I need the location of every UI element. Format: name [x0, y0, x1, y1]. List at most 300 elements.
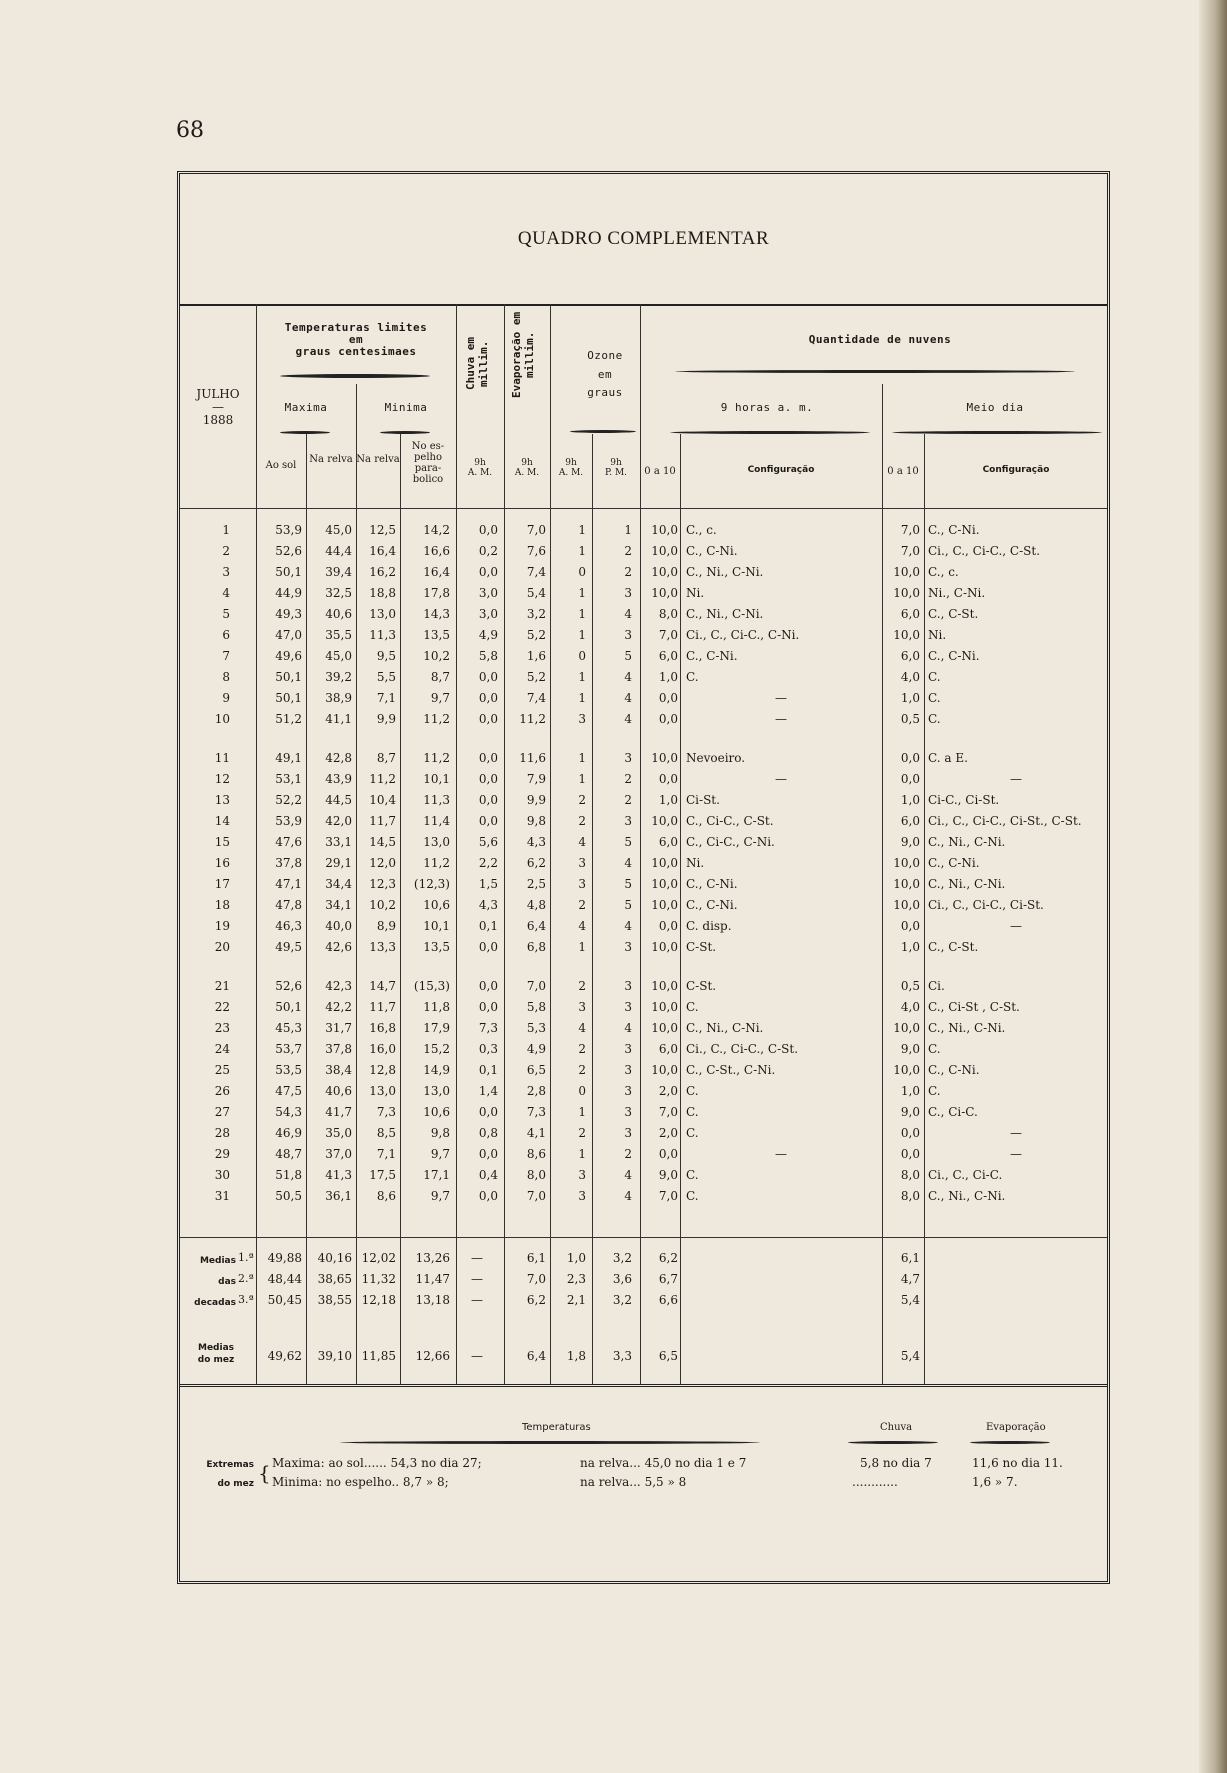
cell-d: 11 — [214, 751, 230, 765]
cell-n9: 0,0 — [658, 691, 678, 705]
cell-nm: 6,1 — [900, 1251, 920, 1265]
table-row — [180, 586, 1107, 607]
cell-sol: 51,2 — [275, 712, 302, 726]
cell-evap: 8,0 — [526, 1168, 546, 1182]
cell-nm: 0,5 — [900, 712, 920, 726]
footer-chuva: Chuva — [880, 1422, 913, 1433]
maxima-line: Maxima: ao sol...... 54,3 no dia 27; — [272, 1456, 482, 1470]
cell-c9: C-St. — [686, 940, 717, 954]
cell-sol: 49,62 — [267, 1349, 302, 1363]
cell-nm: 10,0 — [893, 1063, 920, 1077]
evap-9h — [504, 458, 550, 479]
cell-rmax: 35,0 — [325, 1126, 352, 1140]
cell-d: 13 — [214, 793, 230, 807]
cell-oz1: 1 — [578, 523, 586, 537]
cell-rmin: 12,02 — [361, 1251, 396, 1265]
cell-chuva: 4,9 — [478, 628, 498, 642]
cell-rmin: 17,5 — [369, 1168, 396, 1182]
cell-oz2: 2 — [624, 772, 632, 786]
cell-oz1: 0 — [578, 649, 586, 663]
cell-rmin: 13,0 — [369, 607, 396, 621]
cell-esp: 9,7 — [430, 691, 450, 705]
cell-oz1: 4 — [578, 1021, 586, 1035]
cell-n9: 0,0 — [658, 772, 678, 786]
cell-rmax: 41,1 — [325, 712, 352, 726]
cell-oz1: 2 — [578, 1042, 586, 1056]
cell-sol: 51,8 — [275, 1168, 302, 1182]
cell-c9: C. — [686, 670, 699, 684]
cell-nm: 9,0 — [900, 1105, 920, 1119]
cell-oz1: 2,1 — [566, 1293, 586, 1307]
nove-escala: 0 a 10 — [644, 466, 676, 477]
cell-esp: 10,1 — [423, 919, 450, 933]
cell-rmin: 7,3 — [376, 1105, 396, 1119]
cell-nm: 10,0 — [893, 628, 920, 642]
cell-rmin: 10,2 — [369, 898, 396, 912]
cell-sol: 46,9 — [275, 1126, 302, 1140]
cell-n9: 8,0 — [658, 607, 678, 621]
cell-cm: C., C-Ni. — [928, 649, 980, 663]
cell-d: 25 — [214, 1063, 230, 1077]
cell-rmax: 39,2 — [325, 670, 352, 684]
cell-oz2: 3,3 — [612, 1349, 632, 1363]
cell-chuva: 0,0 — [478, 712, 498, 726]
cell-evap: 2,8 — [526, 1084, 546, 1098]
cell-oz1: 1 — [578, 544, 586, 558]
cell-rmax: 40,0 — [325, 919, 352, 933]
cell-cm: C., C-Ni. — [928, 523, 980, 537]
cell-chuva: 0,0 — [478, 793, 498, 807]
table-row — [180, 835, 1107, 856]
decada-key: 2.ª — [238, 1272, 254, 1285]
cell-n9: 0,0 — [658, 712, 678, 726]
cell-cm: Ni., C-Ni. — [928, 586, 986, 600]
cell-rmin: 9,5 — [376, 649, 396, 663]
table-row — [180, 1189, 1107, 1210]
cell-sol: 47,6 — [275, 835, 302, 849]
cell-sol: 52,6 — [275, 979, 302, 993]
cell-oz1: 2 — [578, 898, 586, 912]
table-frame — [177, 171, 1110, 1584]
cell-c9: C., C-St., C-Ni. — [686, 1063, 776, 1077]
cell-chuva: 0,0 — [478, 1189, 498, 1203]
cell-evap: 5,8 — [526, 1000, 546, 1014]
cell-oz1: 4 — [578, 835, 586, 849]
table-row — [180, 877, 1107, 898]
cell-oz2: 3,2 — [612, 1293, 632, 1307]
cell-oz1: 3 — [578, 1168, 586, 1182]
ozone-9am-label: 9h — [565, 458, 577, 468]
chuva-9h — [456, 458, 504, 479]
cell-esp: 14,3 — [423, 607, 450, 621]
cell-esp: 8,7 — [430, 670, 450, 684]
cell-rmax: 45,0 — [325, 523, 352, 537]
mez-row-values — [180, 1349, 1107, 1370]
nove-horas-header: 9 horas a. m. — [720, 401, 814, 414]
cell-sol: 49,5 — [275, 940, 302, 954]
cell-oz1: 2 — [578, 1063, 586, 1077]
cell-nm: 1,0 — [900, 793, 920, 807]
table-row — [180, 1000, 1107, 1021]
chuva-am-label: A. M. — [467, 468, 493, 479]
cell-evap: 6,1 — [526, 1251, 546, 1265]
cell-esp: 13,5 — [423, 940, 450, 954]
cell-cm: Ci., C., Ci-C., C-St. — [928, 544, 1041, 558]
swash-nuvens — [675, 370, 1075, 373]
cell-chuva: 1,5 — [478, 877, 498, 891]
cell-rmin: 11,3 — [369, 628, 396, 642]
cell-c9: — — [775, 691, 787, 705]
cell-cm: C., C-Ni. — [928, 856, 980, 870]
cell-esp: 16,6 — [423, 544, 450, 558]
cell-rmin: 16,0 — [369, 1042, 396, 1056]
cell-oz2: 3 — [624, 1042, 632, 1056]
decadas-label-1: Medias — [199, 1256, 236, 1266]
cell-n9: 10,0 — [651, 751, 678, 765]
cell-c9: C. — [686, 1084, 699, 1098]
cell-rmin: 13,0 — [369, 1084, 396, 1098]
cell-c9: C., C-Ni. — [686, 898, 738, 912]
cell-nm: 7,0 — [900, 523, 920, 537]
cell-evap: 9,9 — [526, 793, 546, 807]
cell-rmax: 32,5 — [325, 586, 352, 600]
cell-rmin: 14,7 — [369, 979, 396, 993]
cell-cm: C. — [928, 1042, 941, 1056]
cell-rmin: 12,8 — [369, 1063, 396, 1077]
cell-oz2: 4 — [624, 1021, 632, 1035]
cell-n9: 7,0 — [658, 1189, 678, 1203]
cell-n9: 10,0 — [651, 1021, 678, 1035]
cell-oz1: 3 — [578, 856, 586, 870]
cell-evap: 4,1 — [526, 1126, 546, 1140]
cell-cm: — — [1010, 919, 1022, 933]
cell-chuva: 0,3 — [478, 1042, 498, 1056]
cell-oz2: 5 — [624, 649, 632, 663]
cell-rmin: 13,3 — [369, 940, 396, 954]
minima-header: Minima — [384, 401, 428, 414]
cell-n9: 6,5 — [658, 1349, 678, 1363]
cell-evap: 7,4 — [526, 565, 546, 579]
cell-rmin: 16,8 — [369, 1021, 396, 1035]
cell-esp: 14,9 — [423, 1063, 450, 1077]
cell-oz1: 1 — [578, 751, 586, 765]
cell-evap: 6,5 — [526, 1063, 546, 1077]
cell-cm: Ni. — [928, 628, 947, 642]
cell-chuva: — — [471, 1272, 483, 1286]
cell-nm: 7,0 — [900, 544, 920, 558]
cell-esp: 12,66 — [415, 1349, 450, 1363]
cell-evap: 6,4 — [526, 1349, 546, 1363]
temperature-group-header — [256, 322, 456, 358]
cell-oz1: 1 — [578, 1147, 586, 1161]
cell-oz2: 2 — [624, 1147, 632, 1161]
cell-n9: 2,0 — [658, 1084, 678, 1098]
ozone-am-label: A. M. — [558, 468, 584, 479]
cell-oz2: 5 — [624, 835, 632, 849]
cell-nm: 10,0 — [893, 856, 920, 870]
cell-chuva: 0,0 — [478, 1105, 498, 1119]
cell-n9: 10,0 — [651, 898, 678, 912]
cell-cm: Ci., C., Ci-C., Ci-St. — [928, 898, 1044, 912]
cell-rmin: 8,6 — [376, 1189, 396, 1203]
table-row — [180, 691, 1107, 712]
cell-c9: C. — [686, 1168, 699, 1182]
cell-d: 1 — [222, 523, 230, 537]
cell-d: 22 — [214, 1000, 230, 1014]
cell-oz2: 1 — [624, 523, 632, 537]
swash-footer-evap — [970, 1441, 1050, 1444]
cell-d: 16 — [214, 856, 230, 870]
cell-rmax: 34,4 — [325, 877, 352, 891]
cell-oz1: 2 — [578, 979, 586, 993]
cell-n9: 10,0 — [651, 1000, 678, 1014]
cell-oz2: 4 — [624, 712, 632, 726]
cell-d: 12 — [214, 772, 230, 786]
cell-rmin: 11,2 — [369, 772, 396, 786]
cell-nm: 1,0 — [900, 1084, 920, 1098]
cell-cm: — — [1010, 1126, 1022, 1140]
cell-nm: 0,5 — [900, 979, 920, 993]
rule-footer-top — [180, 1384, 1107, 1387]
cell-esp: 10,6 — [423, 898, 450, 912]
cell-esp: 9,8 — [430, 1126, 450, 1140]
evaporacao-header: Evaporação em millim. — [510, 311, 536, 399]
cell-evap: 2,5 — [526, 877, 546, 891]
cell-rmin: 8,7 — [376, 751, 396, 765]
cell-esp: 11,2 — [423, 856, 450, 870]
cell-sol: 50,45 — [267, 1293, 302, 1307]
cell-esp: 11,8 — [423, 1000, 450, 1014]
cell-rmax: 42,3 — [325, 979, 352, 993]
cell-oz1: 2 — [578, 793, 586, 807]
cell-evap: 7,0 — [526, 1272, 546, 1286]
cell-rmax: 42,0 — [325, 814, 352, 828]
cell-oz1: 1 — [578, 586, 586, 600]
cell-sol: 49,1 — [275, 751, 302, 765]
cell-esp: (12,3) — [413, 877, 450, 891]
cell-sol: 37,8 — [275, 856, 302, 870]
cell-nm: 10,0 — [893, 565, 920, 579]
cell-chuva: 1,4 — [478, 1084, 498, 1098]
chuva-9h-label: 9h — [474, 458, 486, 468]
cell-evap: 7,3 — [526, 1105, 546, 1119]
table-row — [180, 919, 1107, 940]
cell-evap: 7,0 — [526, 523, 546, 537]
cell-oz2: 5 — [624, 877, 632, 891]
cell-c9: C., Ci-C., C-Ni. — [686, 835, 775, 849]
extremas-label-2: do mez — [217, 1479, 254, 1489]
ozone-9pm-label: 9h — [610, 458, 622, 468]
cell-d: 9 — [222, 691, 230, 705]
cell-esp: 13,26 — [415, 1251, 450, 1265]
cell-d: 14 — [214, 814, 230, 828]
cell-nm: 1,0 — [900, 940, 920, 954]
cell-oz2: 4 — [624, 1168, 632, 1182]
ozone-line-3: graus — [587, 386, 623, 400]
cell-evap: 1,6 — [526, 649, 546, 663]
cell-d: 20 — [214, 940, 230, 954]
cell-n9: 6,6 — [658, 1293, 678, 1307]
meio-escala: 0 a 10 — [887, 466, 919, 477]
cell-nm: 0,0 — [900, 1126, 920, 1140]
cell-cm: C., Ni., C-Ni. — [928, 1021, 1006, 1035]
cell-chuva: 0,2 — [478, 544, 498, 558]
cell-evap: 11,6 — [519, 751, 546, 765]
cell-evap: 11,2 — [519, 712, 546, 726]
cell-oz1: 2,3 — [566, 1272, 586, 1286]
cell-oz1: 3 — [578, 877, 586, 891]
decadas-label-3: decadas — [194, 1298, 236, 1308]
cell-nm: 5,4 — [900, 1293, 920, 1307]
cell-n9: 1,0 — [658, 793, 678, 807]
cell-nm: 10,0 — [893, 898, 920, 912]
cell-d: 30 — [214, 1168, 230, 1182]
decada-key: 1.ª — [238, 1251, 254, 1264]
cell-chuva: 0,0 — [478, 772, 498, 786]
col-na-relva-min: Na relva — [356, 454, 400, 465]
cell-evap: 5,2 — [526, 670, 546, 684]
cell-d: 8 — [222, 670, 230, 684]
cell-cm: Ci. — [928, 979, 945, 993]
cell-nm: 6,0 — [900, 607, 920, 621]
cell-rmax: 40,6 — [325, 1084, 352, 1098]
cell-rmin: 16,4 — [369, 544, 396, 558]
cell-n9: 10,0 — [651, 856, 678, 870]
cell-cm: Ci-C., Ci-St. — [928, 793, 1000, 807]
ozone-line-1: Ozone — [587, 349, 623, 362]
ozone-pm-label: P. M. — [604, 468, 628, 479]
cell-oz2: 3,6 — [612, 1272, 632, 1286]
cell-rmax: 44,5 — [325, 793, 352, 807]
minima-relva: na relva... 5,5 » 8 — [580, 1475, 687, 1489]
cell-evap: 6,2 — [526, 1293, 546, 1307]
cell-nm: 6,0 — [900, 814, 920, 828]
cell-rmin: 10,4 — [369, 793, 396, 807]
cell-cm: C., Ci-C. — [928, 1105, 978, 1119]
cell-c9: Ci., C., Ci-C., C-Ni. — [686, 628, 800, 642]
cell-n9: 9,0 — [658, 1168, 678, 1182]
cell-cm: C., Ni., C-Ni. — [928, 877, 1006, 891]
cell-rmax: 42,2 — [325, 1000, 352, 1014]
cell-rmin: 11,7 — [369, 814, 396, 828]
cell-sol: 52,2 — [275, 793, 302, 807]
cell-chuva: 4,3 — [478, 898, 498, 912]
table-row — [180, 1168, 1107, 1189]
cell-oz1: 1 — [578, 940, 586, 954]
extremas-label-1: Extremas — [206, 1460, 254, 1470]
cell-nm: 10,0 — [893, 877, 920, 891]
table-row — [180, 1147, 1107, 1168]
cell-chuva: 0,1 — [478, 1063, 498, 1077]
cell-rmin: 11,85 — [361, 1349, 396, 1363]
cell-n9: 2,0 — [658, 1126, 678, 1140]
cell-esp: 17,9 — [423, 1021, 450, 1035]
cell-cm: Ci., C., Ci-C. — [928, 1168, 1003, 1182]
table-row — [180, 898, 1107, 919]
cell-cm: C., C-St. — [928, 607, 979, 621]
cell-rmax: 29,1 — [325, 856, 352, 870]
cell-rmax: 38,4 — [325, 1063, 352, 1077]
cell-oz1: 4 — [578, 919, 586, 933]
cell-esp: 17,1 — [423, 1168, 450, 1182]
cell-evap: 4,9 — [526, 1042, 546, 1056]
cell-chuva: 3,0 — [478, 607, 498, 621]
cell-d: 17 — [214, 877, 230, 891]
cell-n9: 0,0 — [658, 919, 678, 933]
col-ao-sol: Ao sol — [265, 460, 297, 471]
swash-max — [280, 431, 330, 434]
swash-9h — [670, 431, 870, 434]
cell-oz2: 3 — [624, 1105, 632, 1119]
cell-c9: C. — [686, 1189, 699, 1203]
cell-rmax: 38,9 — [325, 691, 352, 705]
table-row — [180, 1126, 1107, 1147]
table-row — [180, 751, 1107, 772]
cell-rmax: 37,8 — [325, 1042, 352, 1056]
cell-esp: 10,6 — [423, 1105, 450, 1119]
cell-c9: Ci., C., Ci-C., C-St. — [686, 1042, 799, 1056]
swash-ozone — [570, 430, 636, 433]
cell-sol: 53,1 — [275, 772, 302, 786]
cell-d: 5 — [222, 607, 230, 621]
cell-d: 2 — [222, 544, 230, 558]
cell-rmax: 42,8 — [325, 751, 352, 765]
cell-rmin: 8,9 — [376, 919, 396, 933]
nove-configuracao: Configuração — [747, 465, 815, 475]
swash-temp — [280, 374, 430, 378]
cell-evap: 5,3 — [526, 1021, 546, 1035]
cell-c9: C. — [686, 1105, 699, 1119]
cell-cm: C. — [928, 1084, 941, 1098]
cell-rmax: 41,7 — [325, 1105, 352, 1119]
minima-chuva: ............ — [852, 1475, 898, 1489]
ozone-header — [560, 347, 650, 403]
cell-oz1: 1 — [578, 691, 586, 705]
cell-d: 10 — [214, 712, 230, 726]
minima-evap: 1,6 » 7. — [972, 1475, 1018, 1489]
cell-sol: 50,5 — [275, 1189, 302, 1203]
rule-header-bottom — [180, 508, 1107, 509]
evap-am-label: A. M. — [514, 468, 540, 479]
cell-oz1: 1 — [578, 628, 586, 642]
meio-configuracao: Configuração — [982, 465, 1050, 475]
cell-sol: 45,3 — [275, 1021, 302, 1035]
table-row — [180, 649, 1107, 670]
cell-sol: 54,3 — [275, 1105, 302, 1119]
table-row — [180, 1063, 1107, 1084]
cell-rmax: 38,55 — [317, 1293, 352, 1307]
evap-9h-label: 9h — [521, 458, 533, 468]
cell-c9: C-St. — [686, 979, 717, 993]
month-label: JULHO — [196, 387, 240, 401]
cell-oz2: 3 — [624, 751, 632, 765]
cell-c9: C. — [686, 1000, 699, 1014]
mez-label-1: Medias — [197, 1343, 235, 1353]
extremas-label — [186, 1456, 254, 1494]
cell-c9: C., Ni., C-Ni. — [686, 565, 764, 579]
cell-chuva: 0,0 — [478, 670, 498, 684]
cell-evap: 7,4 — [526, 691, 546, 705]
cell-oz2: 4 — [624, 1189, 632, 1203]
maxima-relva: na relva... 45,0 no dia 1 e 7 — [580, 1456, 747, 1470]
cell-esp: (15,3) — [413, 979, 450, 993]
cell-oz1: 3 — [578, 1000, 586, 1014]
cell-esp: 15,2 — [423, 1042, 450, 1056]
cell-n9: 10,0 — [651, 877, 678, 891]
cell-esp: 11,2 — [423, 712, 450, 726]
cell-c9: Ni. — [686, 586, 705, 600]
cell-d: 24 — [214, 1042, 230, 1056]
